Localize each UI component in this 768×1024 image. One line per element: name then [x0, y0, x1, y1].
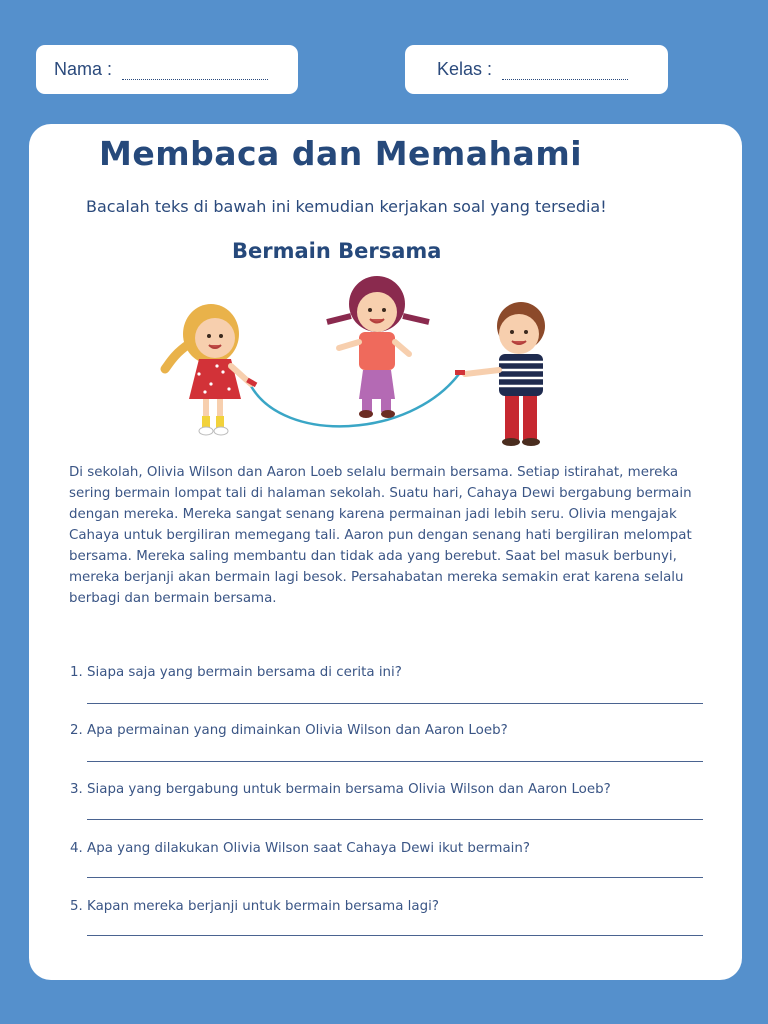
question-4: 4. Apa yang dilakukan Olivia Wilson saat Cahaya Dewi ikut bermain?	[70, 841, 530, 856]
class-field[interactable]	[405, 45, 668, 94]
answer-line-3[interactable]	[87, 819, 703, 820]
answer-line-4[interactable]	[87, 877, 703, 878]
worksheet-title: Membaca dan Memahami	[99, 134, 583, 173]
girl-left-figure	[165, 304, 257, 435]
question-1: 1. Siapa saja yang bermain bersama di cerita ini?	[70, 665, 402, 680]
question-2: 2. Apa permainan yang dimainkan Olivia Wilson dan Aaron Loeb?	[70, 723, 508, 738]
class-label: Kelas :	[437, 59, 493, 79]
boy-right-figure	[455, 302, 545, 446]
question-3: 3. Siapa yang bergabung untuk bermain bersama Olivia Wilson dan Aaron Loeb?	[70, 782, 611, 797]
story-paragraph: Di sekolah, Olivia Wilson dan Aaron Loeb selalu bermain bersama. Setiap istirahat, mereka sering bermain lompat tali di halaman sekolah. Suatu hari, Cahaya Dewi bergabung bermain dengan mereka. Mereka sangat senang karena permainan jadi lebih seru. Olivia mengajak Cahaya untuk bergiliran memegang tali. Aaron pun dengan senang hati bergiliran melompat bersama. Mereka saling membantu dan tidak ada yang berebut. Saat bel masuk berbunyi, mereka berjanji akan bermain lagi besok. Persahabatan mereka semakin erat karena selalu berbagi dan bermain bersama.	[69, 465, 692, 606]
story-title: Bermain Bersama	[232, 239, 442, 263]
answer-line-2[interactable]	[87, 761, 703, 762]
answer-line-5[interactable]	[87, 935, 703, 936]
worksheet-card	[29, 124, 742, 980]
instruction-text: Bacalah teks di bawah ini kemudian kerjakan soal yang tersedia!	[86, 197, 607, 216]
answer-line-1[interactable]	[87, 703, 703, 704]
name-field[interactable]	[36, 45, 298, 94]
class-fill-line[interactable]	[502, 66, 628, 80]
name-fill-line[interactable]	[122, 66, 268, 80]
name-label: Nama :	[54, 59, 113, 79]
jump-rope	[251, 374, 459, 426]
question-5: 5. Kapan mereka berjanji untuk bermain bersama lagi?	[70, 899, 439, 914]
girl-middle-figure	[327, 276, 429, 418]
jump-rope-illustration	[159, 274, 549, 454]
